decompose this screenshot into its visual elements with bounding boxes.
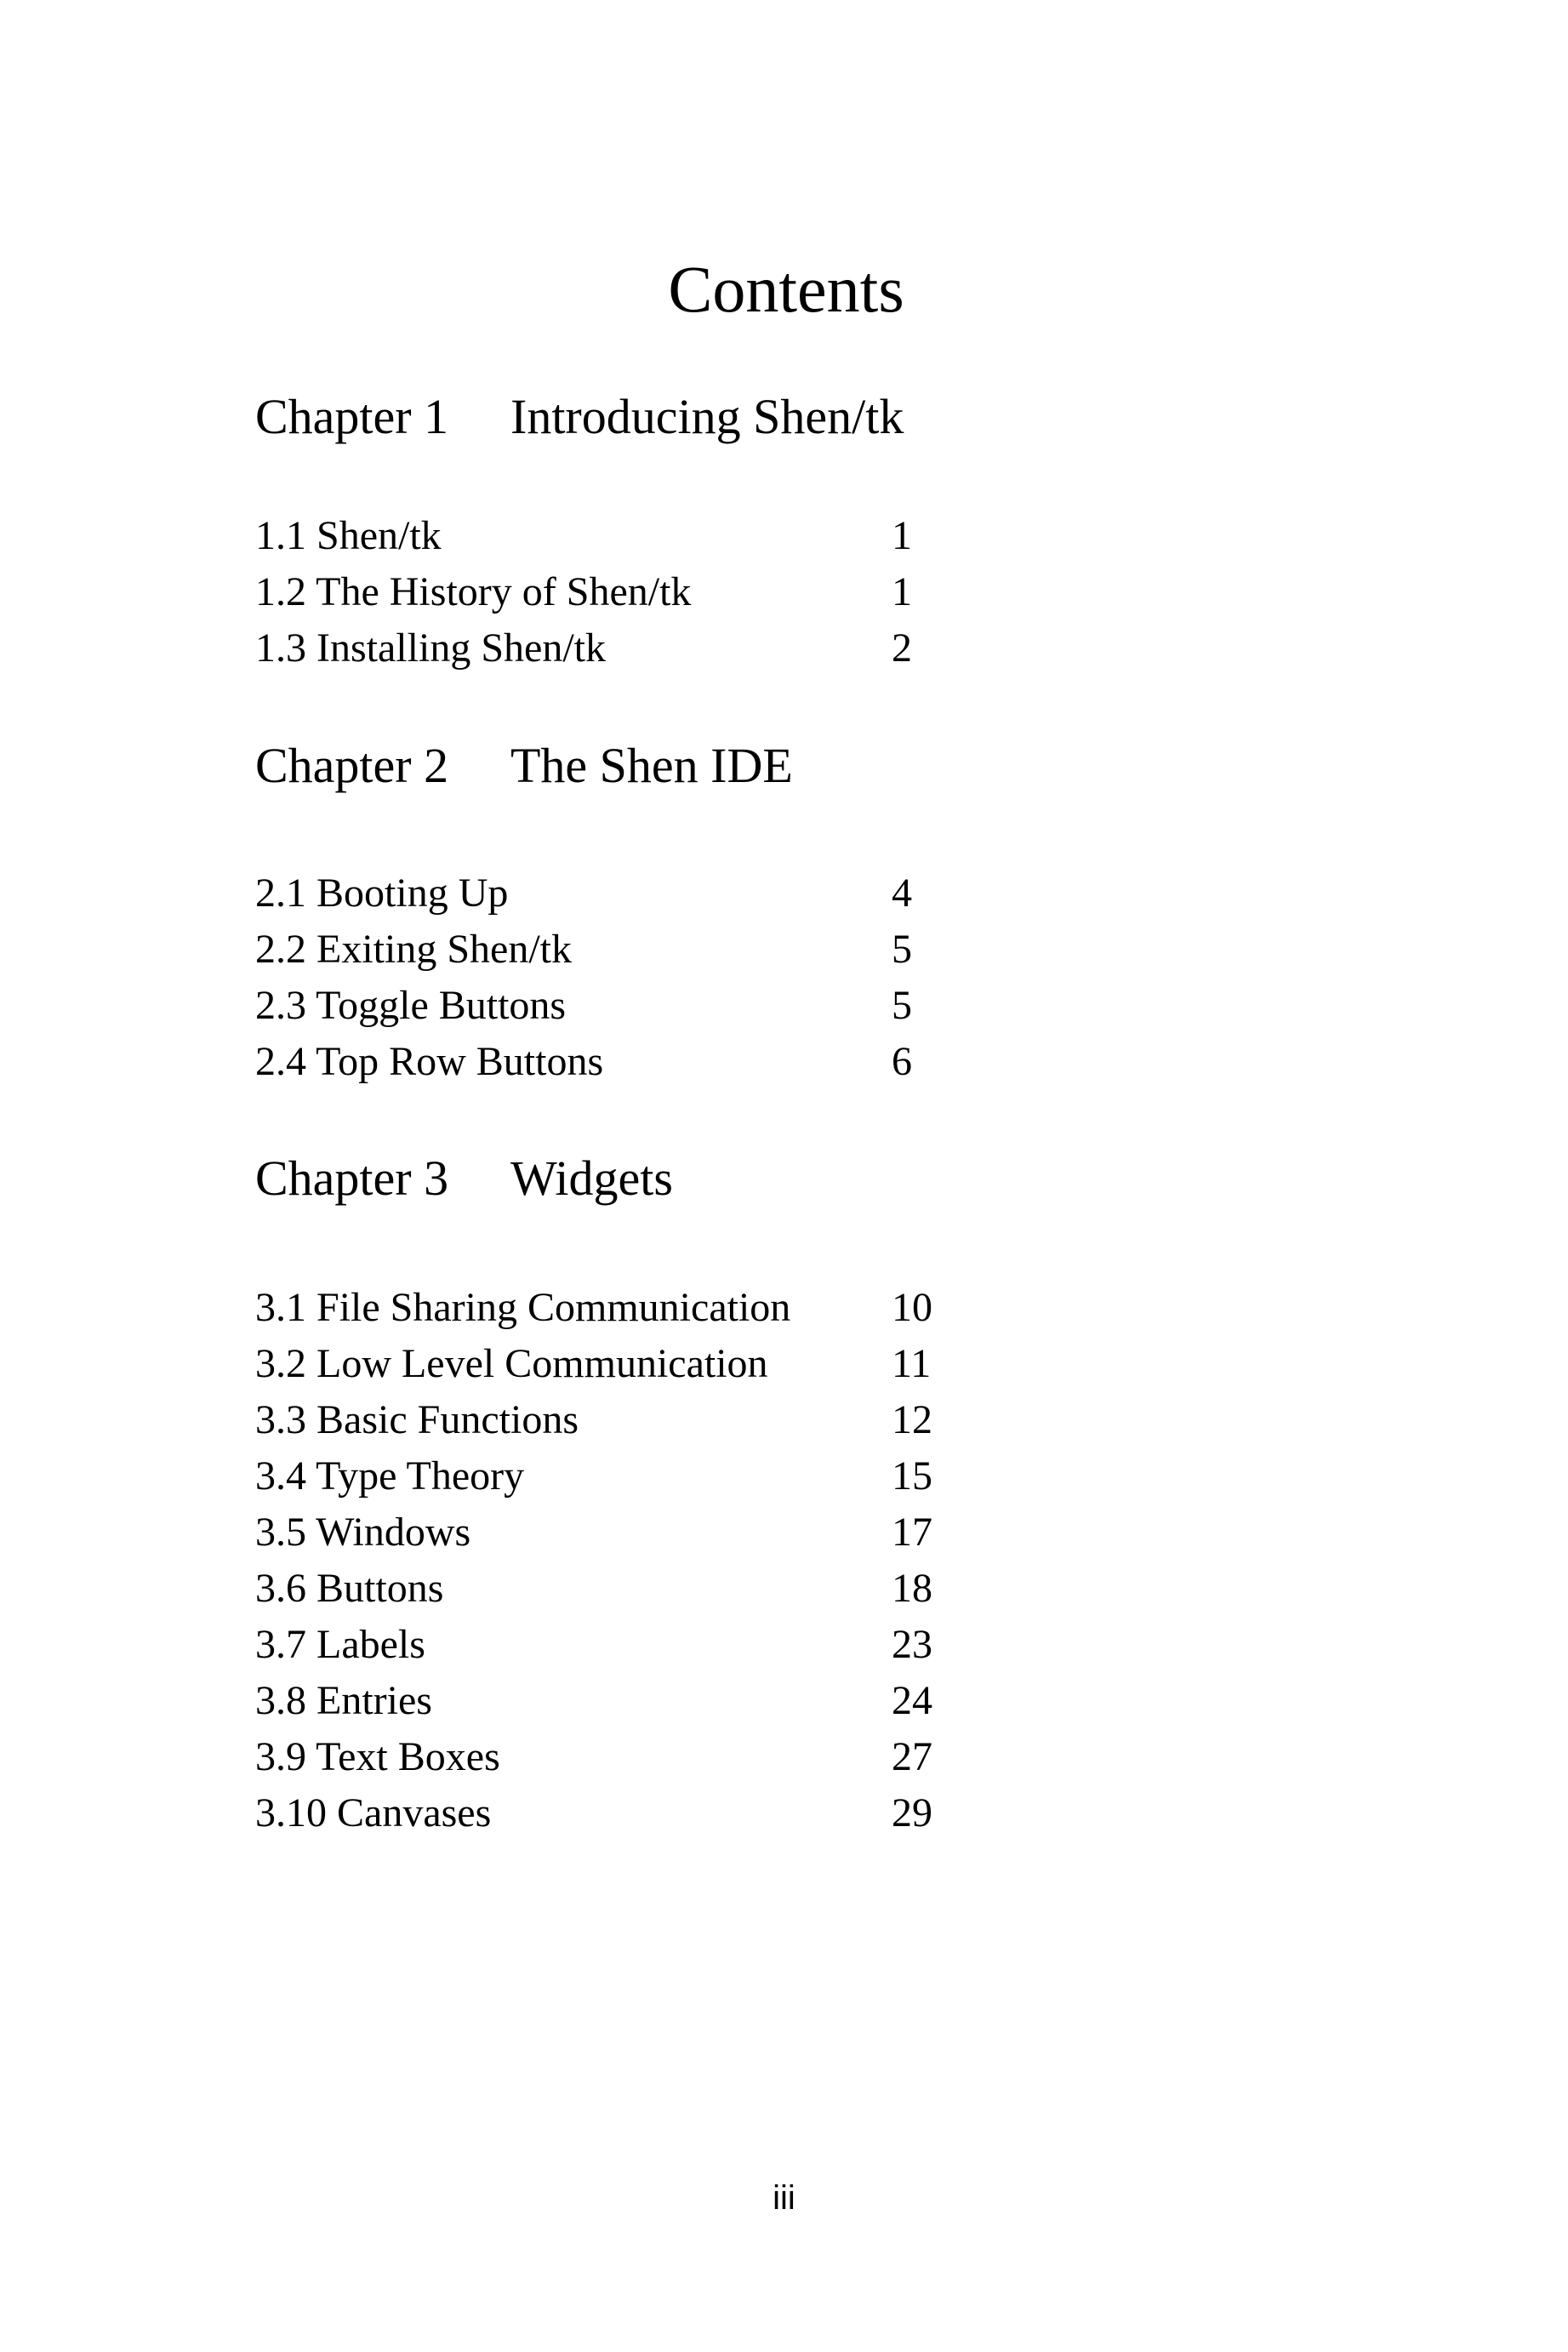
toc-entry[interactable] <box>255 508 978 564</box>
toc-entry-label: 3.5 Windows <box>255 1510 471 1555</box>
toc-entry-label: 2.3 Toggle Buttons <box>255 983 567 1028</box>
chapter-2-entries <box>255 865 978 1090</box>
toc-entry-label: 1.1 Shen/tk <box>255 513 442 558</box>
toc-entry-page: 29 <box>892 1790 932 1835</box>
chapter-number: Chapter 3 <box>255 1150 449 1206</box>
toc-entry[interactable] <box>255 1673 978 1729</box>
chapter-number: Chapter 1 <box>255 389 449 444</box>
chapter-heading-2 <box>255 736 793 796</box>
toc-entry-page: 5 <box>892 983 912 1028</box>
toc-entry-page: 12 <box>892 1397 932 1442</box>
toc-entry-label: 2.4 Top Row Buttons <box>255 1039 604 1084</box>
toc-entry-label: 3.10 Canvases <box>255 1790 492 1835</box>
toc-entry[interactable] <box>255 1617 978 1673</box>
toc-entry-label: 2.1 Booting Up <box>255 871 509 916</box>
toc-entry-page: 15 <box>892 1453 932 1499</box>
toc-entry-page: 6 <box>892 1039 912 1084</box>
toc-entry-label: 3.3 Basic Functions <box>255 1397 579 1442</box>
toc-entry[interactable] <box>255 564 978 620</box>
toc-entry-page: 1 <box>892 569 912 614</box>
toc-entry-label: 3.2 Low Level Communication <box>255 1341 768 1386</box>
toc-entry-label: 3.7 Labels <box>255 1622 425 1667</box>
toc-entry-label: 3.1 File Sharing Communication <box>255 1285 791 1330</box>
chapter-1-entries <box>255 508 978 676</box>
toc-entry-page: 11 <box>892 1341 932 1386</box>
toc-entry[interactable] <box>255 1336 978 1392</box>
chapter-title: Introducing Shen/tk <box>510 389 904 444</box>
toc-entry-page: 1 <box>892 513 912 558</box>
toc-entry-label: 3.6 Buttons <box>255 1566 444 1611</box>
chapter-title: The Shen IDE <box>510 738 793 793</box>
toc-entry[interactable] <box>255 1561 978 1617</box>
toc-entry-page: 17 <box>892 1510 932 1555</box>
toc-entry[interactable] <box>255 865 978 922</box>
page-number: iii <box>773 2179 795 2217</box>
toc-entry[interactable] <box>255 1448 978 1504</box>
chapter-number: Chapter 2 <box>255 738 449 793</box>
toc-entry[interactable] <box>255 922 978 978</box>
toc-entry-label: 3.4 Type Theory <box>255 1453 525 1499</box>
toc-entry-label: 3.9 Text Boxes <box>255 1734 500 1779</box>
chapter-title: Widgets <box>510 1150 673 1206</box>
toc-entry[interactable] <box>255 978 978 1034</box>
toc-entry-page: 24 <box>892 1678 932 1723</box>
toc-entry[interactable] <box>255 1785 978 1841</box>
toc-entry-label: 1.2 The History of Shen/tk <box>255 569 692 614</box>
toc-entry-page: 23 <box>892 1622 932 1667</box>
toc-entry-page: 27 <box>892 1734 932 1779</box>
toc-entry[interactable] <box>255 1504 978 1561</box>
chapter-heading-1 <box>255 387 904 447</box>
toc-entry-page: 18 <box>892 1566 932 1611</box>
toc-entry-label: 2.2 Exiting Shen/tk <box>255 927 572 972</box>
toc-entry-page: 10 <box>892 1285 932 1330</box>
toc-entry-page: 4 <box>892 871 912 916</box>
chapter-3-entries <box>255 1280 978 1841</box>
toc-entry[interactable] <box>255 1392 978 1448</box>
toc-entry-page: 2 <box>892 625 912 671</box>
toc-entry[interactable] <box>255 620 978 676</box>
toc-entry-label: 1.3 Installing Shen/tk <box>255 625 606 671</box>
toc-entry[interactable] <box>255 1729 978 1785</box>
toc-entry-page: 5 <box>892 927 912 972</box>
toc-entry[interactable] <box>255 1280 978 1336</box>
page-title: Contents <box>668 252 904 326</box>
chapter-heading-3 <box>255 1149 673 1208</box>
toc-entry[interactable] <box>255 1034 978 1090</box>
toc-entry-label: 3.8 Entries <box>255 1678 432 1723</box>
